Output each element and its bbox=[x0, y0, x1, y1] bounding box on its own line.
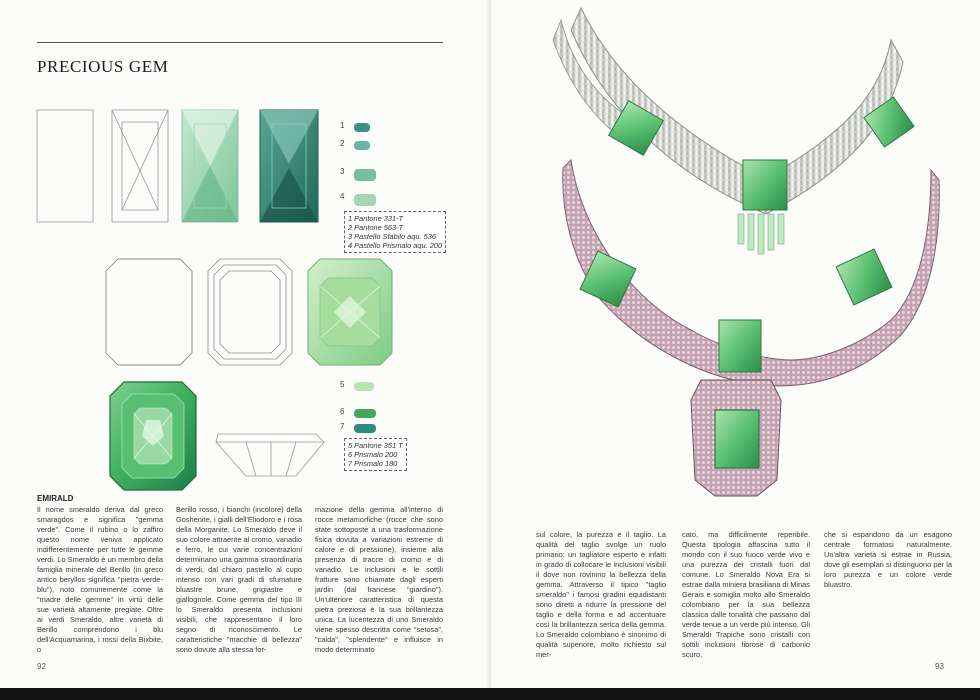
bottom-edge bbox=[0, 688, 980, 700]
octagon-outline bbox=[106, 259, 192, 365]
swatch-number: 7 bbox=[340, 422, 345, 431]
section-heading: EMIRALD bbox=[37, 494, 74, 503]
emerald-steps-sketch-row bbox=[30, 104, 330, 234]
upper-necklace bbox=[553, 8, 914, 254]
finished-emerald-drawing bbox=[110, 382, 196, 490]
pendant-gem bbox=[715, 410, 759, 468]
necklace-illustration bbox=[491, 0, 980, 500]
emerald-octagon-row bbox=[104, 256, 394, 368]
finished-emerald-row bbox=[106, 380, 336, 494]
text-column-5: cato, ma difficilmente reperibile. Questa tipologia affascina tutto il mondo con il suo fuoco verde vivo e una purezza dei cristalli fuori dal comune. Lo Smeraldo Nova Era si estrae dalla miniera brasiliana di Minas Gerais e somiglia molto allo Smeraldo colombiano per la sua bellezza classica dalle tonalità che passano dal verde tenue a un verde più intenso. Gli Smeraldi Trapiche sono cristalli con sottili inclusioni fibrose di carbonio scuro, bbox=[682, 530, 810, 659]
text-column-3: mazione della gemma all'interno di rocce metamorfiche (rocce che sono state sottoposte a una trasformazione fisica dovuta a variazioni estreme di calore e di pressione), insieme alla presenza di tracce di cromo e di vanadio. Le inclusioni e le sottili fratture sono chiamate dagli esperti jardin (dal francese "giardino"). Un'ulteriore caratteristica di questa pietra preziosa è la sua brillantezza unica. La lucentezza di uno Smeraldo viene spesso descritta come "setosa", "calda", "splendente" e influisce in modo determinato bbox=[315, 505, 443, 654]
legend-item: 3 Pastello Stabilo aqu. 536 bbox=[348, 232, 436, 241]
upper-gem-center bbox=[743, 160, 787, 210]
swatch-number: 5 bbox=[340, 380, 345, 389]
side-profile-sketch bbox=[216, 434, 324, 476]
text-column-6: che si espandono da un esagono centrale formatosi naturalmente. Un'altra varietà si estrae in Russia, dove gli esemplari si distinguono per la loro purezza e un colore verde bluastro. bbox=[824, 530, 952, 589]
color-swatch bbox=[354, 194, 376, 206]
page-title: PRECIOUS GEM bbox=[37, 57, 169, 76]
legend-item: 2 Pantone 563-T bbox=[348, 223, 404, 232]
swatch-number: 4 bbox=[340, 192, 345, 201]
swatch-number: 3 bbox=[340, 167, 345, 176]
color-swatch bbox=[354, 424, 376, 433]
lower-gem-right bbox=[836, 249, 892, 305]
sketch-facets bbox=[112, 110, 168, 222]
text-column-2: Berillo rosso, i bianchi (incolore) della Goshenite, i gialli dell'Eliodoro e i rosa della Morganite. Lo Smeraldo deve il suo colore attraente al cromo, vanadio e ferro, le cui varie concentrazioni determinano una gamma straordinaria di verdi, dal chiaro pastello al cupo intenso con vari gradi di sfumature bluastre brune, grigiastre e giallognole. Come gemma del tipo III lo Smeraldo presenta inclusioni visibili, che rappresentano il loro segno di riconoscimento. Le caratteristiche "macchie di bellezza" sono dovute alla stessa for- bbox=[176, 505, 302, 654]
color-legend-b bbox=[344, 438, 407, 471]
octagon-steps bbox=[208, 259, 292, 365]
sketch-outline bbox=[37, 110, 93, 222]
legend-item: 4 Pastello Prismalo aqu. 200 bbox=[348, 241, 443, 250]
color-legend-a bbox=[344, 211, 446, 253]
left-page bbox=[0, 0, 489, 688]
swatch-number: 1 bbox=[340, 121, 345, 130]
legend-item: 5 Pantone 351 T bbox=[348, 441, 403, 450]
swatch-number: 6 bbox=[340, 407, 345, 416]
lower-gem-center bbox=[719, 320, 761, 372]
header-rule bbox=[37, 42, 443, 43]
page-number-left: 92 bbox=[37, 662, 46, 671]
legend-item: 6 Prismalo 200 bbox=[348, 450, 398, 459]
swatch-number: 2 bbox=[340, 139, 345, 148]
page-number-right: 93 bbox=[935, 662, 944, 671]
color-swatch bbox=[354, 141, 370, 150]
sketch-dark-colored bbox=[260, 110, 318, 222]
legend-item: 1 Pantone 331-T bbox=[348, 214, 404, 223]
octagon-colored bbox=[308, 259, 392, 365]
color-swatch bbox=[354, 123, 370, 132]
right-page bbox=[491, 0, 980, 688]
color-swatch bbox=[354, 382, 374, 391]
text-column-1: Il nome smeraldo deriva dal greco smaragdos e significa "gemma verde". Come il rubino o lo zaffiro questo nome veniva applicato indifferentemente per tutte le gemme verdi. Lo Smeraldo è un membro della famiglia minerale del Berillo (in greco antico beryllos significa "pietra verde-blu"), noto comunemente come la "madre delle gemme" in virtù delle sue varietà altamente pregiate. Oltre ai verdi Smeraldo, altre varietà di Berillo comprendono i blu dell'Acquamarina, i rossi della Bixbite, o bbox=[37, 505, 163, 654]
text-column-4: sul colore, la purezza e il taglio. La qualità del taglio svolge un ruolo primario: un tagliatore esperto e infatti in grado di collocare le inclusioni visibili il dove non rovinino la bellezza della gemma. Attraverso il tipico "taglio smeraldo" i famosi gradini equidistanti sono diretti a ridurre la pressione del taglio e della forma e ad accentuare così la brillantezza serica della gemma. Lo Smeraldo colombiano è sinonimo di qualità superiore, molto richiesto sul mer- bbox=[536, 530, 666, 659]
sketch-light-colored bbox=[182, 110, 238, 222]
color-swatch bbox=[354, 169, 376, 181]
color-swatch bbox=[354, 409, 376, 418]
upper-fringe bbox=[738, 214, 784, 254]
legend-item: 7 Prismalo 180 bbox=[348, 459, 398, 468]
